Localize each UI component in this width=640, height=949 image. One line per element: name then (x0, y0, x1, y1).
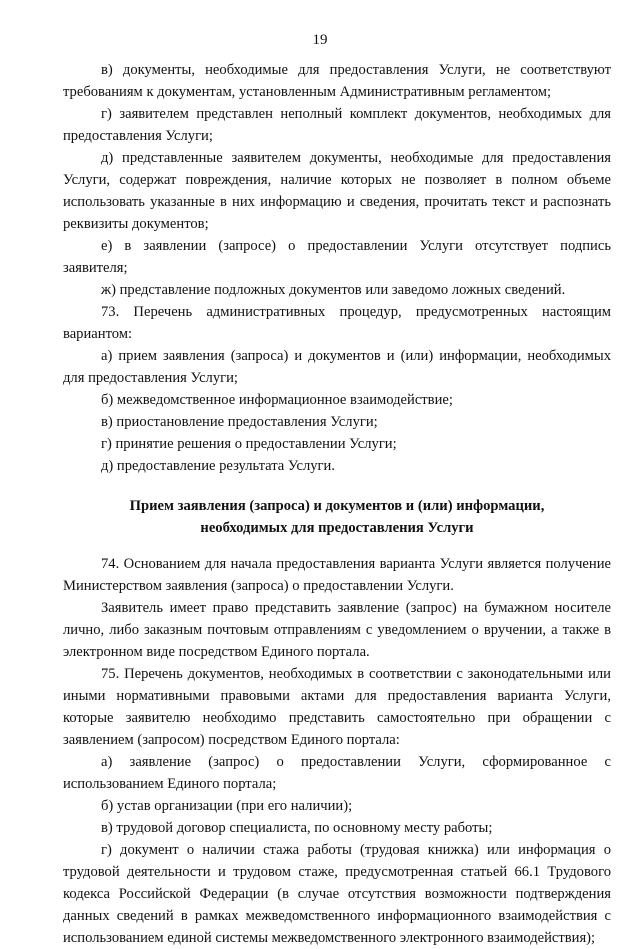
paragraph-73: 73. Перечень административных процедур, предусмотренных настоящим вариантом: (63, 304, 611, 342)
procedure-item-g: г) принятие решения о предоставлении Услуги; (101, 436, 397, 452)
document-body (63, 59, 611, 949)
paragraph-item-g: г) заявителем представлен неполный комплект документов, необходимых для предоставления Услуги; (63, 106, 611, 144)
paragraph-75: 75. Перечень документов, необходимых в соответствии с законодательными или иными нормативными правовыми актами для предоставления варианта Услуги, которые заявителю необходимо представить самостоятельно при обращении с заявлением (запросом) посредством Единого портала: (63, 666, 611, 748)
document-item-v: в) трудовой договор специалиста, по основному месту работы; (101, 820, 493, 836)
paragraph-item-v: в) документы, необходимые для предоставления Услуги, не соответствуют требованиям к документам, установленным Административным регламентом; (63, 62, 611, 100)
paragraph-applicant-right: Заявитель имеет право представить заявление (запрос) на бумажном носителе лично, либо заказным почтовым отправлениям с уведомлением о вручении, а также в электронном виде посредством Единого портала. (63, 600, 611, 660)
document-item-a: а) заявление (запрос) о предоставлении Услуги, сформированное с использованием Единого портала; (63, 754, 611, 792)
section-heading-line-2: необходимых для предоставления Услуги (200, 520, 474, 536)
section-heading-line-1: Прием заявления (запроса) и документов и (или) информации, (129, 498, 545, 514)
procedure-item-v: в) приостановление предоставления Услуги; (101, 414, 378, 430)
procedure-item-a: а) прием заявления (запроса) и документов и (или) информации, необходимых для предоставления Услуги; (63, 348, 611, 386)
document-item-g: г) документ о наличии стажа работы (трудовая книжка) или информация о трудовой деятельности и трудовом стаже, предусмотренная статьей 66.1 Трудового кодекса Российской Федерации (в случае отсутствия возможности подтверждения данных сведений в рамках межведомственного информационного взаимодействия с использованием единой системы межведомственного электронного взаимодействия); (63, 842, 611, 946)
paragraph-item-zh: ж) представление подложных документов или заведомо ложных сведений. (101, 282, 566, 298)
page-number: 19 (312, 32, 328, 48)
paragraph-item-e: е) в заявлении (запросе) о предоставлении Услуги отсутствует подпись заявителя; (63, 238, 611, 276)
procedure-item-d: д) предоставление результата Услуги. (101, 458, 335, 474)
section-heading (63, 495, 611, 539)
procedure-item-b: б) межведомственное информационное взаимодействие; (101, 392, 453, 408)
document-item-b: б) устав организации (при его наличии); (101, 798, 353, 814)
paragraph-74: 74. Основанием для начала предоставления варианта Услуги является получение Министерством заявления (запроса) о предоставлении Услуги. (63, 556, 611, 594)
paragraph-item-d: д) представленные заявителем документы, необходимые для предоставления Услуги, содержат повреждения, наличие которых не позволяет в полном объеме использовать указанные в них информацию и сведения, прочитать текст и распознать реквизиты документов; (63, 150, 611, 232)
